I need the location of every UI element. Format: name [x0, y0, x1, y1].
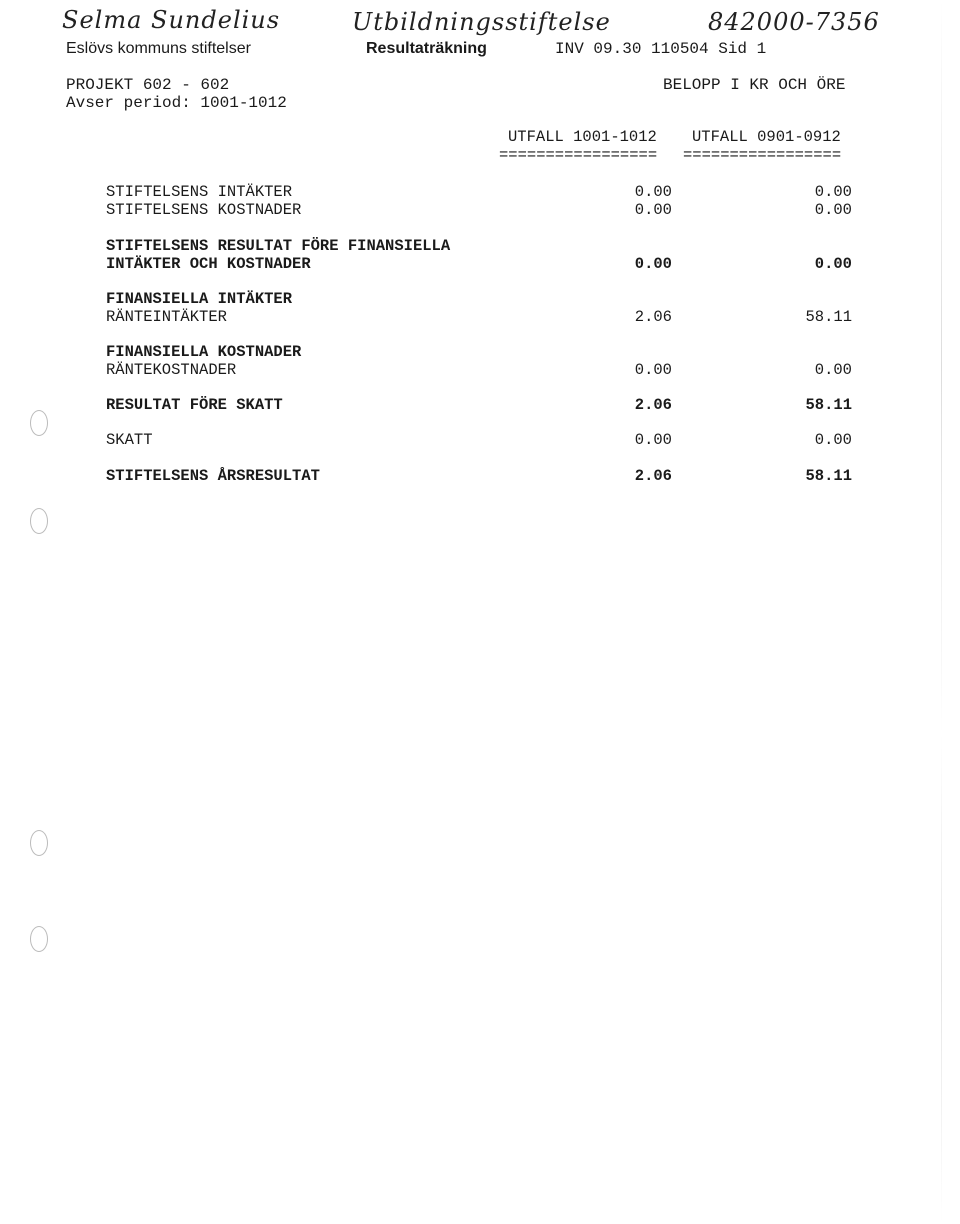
column-underline-previous: =================	[683, 146, 842, 164]
page-edge-shadow	[941, 0, 942, 1224]
row-label: STIFTELSENS KOSTNADER	[106, 201, 302, 219]
row-value-current: 0.00	[634, 201, 672, 219]
project-line: PROJEKT 602 - 602	[66, 76, 230, 94]
row-value-current: 2.06	[634, 396, 672, 414]
column-underline-current: =================	[499, 146, 658, 164]
row-label: STIFTELSENS ÅRSRESULTAT	[106, 467, 320, 485]
row-value-previous: 0.00	[814, 431, 852, 449]
punch-hole-icon	[30, 410, 48, 436]
row-value-current: 0.00	[634, 361, 672, 379]
handwritten-name: Selma Sundelius	[62, 6, 281, 34]
row-value-previous: 0.00	[814, 183, 852, 201]
row-label: SKATT	[106, 431, 153, 449]
belopp-line: BELOPP I KR OCH ÖRE	[663, 76, 846, 94]
row-value-current: 0.00	[634, 255, 672, 273]
report-info: INV 09.30 110504 Sid 1	[555, 40, 767, 58]
row-value-previous: 58.11	[805, 467, 852, 485]
handwritten-orgnr: 842000-7356	[708, 8, 880, 36]
row-value-previous: 0.00	[814, 201, 852, 219]
row-label: RÄNTEKOSTNADER	[106, 361, 237, 379]
row-value-previous: 58.11	[805, 308, 852, 326]
org-name: Eslövs kommuns stiftelser	[66, 40, 251, 57]
row-label: RÄNTEINTÄKTER	[106, 308, 227, 326]
row-value-current: 2.06	[634, 308, 672, 326]
row-label: STIFTELSENS RESULTAT FÖRE FINANSIELLA	[106, 237, 451, 255]
punch-hole-icon	[30, 508, 48, 534]
row-label: FINANSIELLA KOSTNADER	[106, 343, 302, 361]
handwritten-title: Utbildningsstiftelse	[352, 8, 611, 36]
column-header-previous: UTFALL 0901-0912	[692, 128, 841, 146]
row-value-previous: 58.11	[805, 396, 852, 414]
row-value-previous: 0.00	[814, 255, 852, 273]
row-label: RESULTAT FÖRE SKATT	[106, 396, 283, 414]
row-label: STIFTELSENS INTÄKTER	[106, 183, 293, 201]
row-label: INTÄKTER OCH KOSTNADER	[106, 255, 311, 273]
punch-hole-icon	[30, 926, 48, 952]
report-title: Resultaträkning	[366, 40, 487, 57]
row-value-current: 0.00	[634, 431, 672, 449]
period-line: Avser period: 1001-1012	[66, 94, 287, 112]
row-value-current: 0.00	[634, 183, 672, 201]
row-value-current: 2.06	[634, 467, 672, 485]
punch-hole-icon	[30, 830, 48, 856]
row-label: FINANSIELLA INTÄKTER	[106, 290, 293, 308]
row-value-previous: 0.00	[814, 361, 852, 379]
column-header-current: UTFALL 1001-1012	[508, 128, 657, 146]
